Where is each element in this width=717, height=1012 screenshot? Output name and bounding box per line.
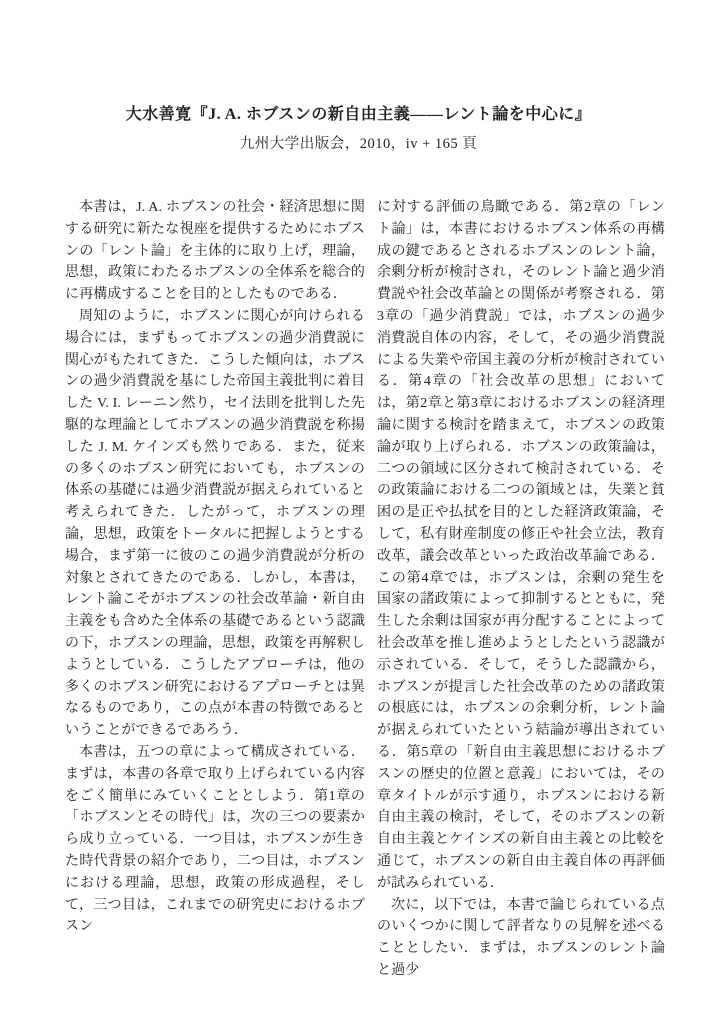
paragraph: 次に，以下では，本書で論じられている点のいくつかに関して評者なりの見解を述べることとしたい．まずは，ホブスンのレント論と過少 — [377, 897, 665, 978]
left-column — [65, 197, 365, 982]
paragraph: 本書は，五つの章によって構成されている．まずは，本書の各章で取り上げられている内容をごく簡単にみていくこととしよう．第1章の「ホブスンとその時代」は，次の三つの要素から成り立っている．一つ目は，ホブスンが生きた時代背景の紹介であり，二つ目は，ホブスンにおける理論，思想，政策の形成過程，そして，三つ目は，これまでの研究史におけるホブスン — [65, 744, 365, 935]
paragraph: 本書は，J. A. ホブスンの社会・経済思想に関する研究に新たな視座を提供するためにホブスンの「レント論」を主体的に取り上げ，理論，思想，政策にわたるホブスンの全体系を総合的に再構成することを目的としたものである． — [65, 200, 365, 303]
publication-info: 九州大学出版会，2010，iv + 165 頁 — [239, 136, 478, 152]
book-title: 大水善寛『J. A. ホブスンの新自由主義——レント論を中心に』 — [125, 106, 592, 123]
review-body — [65, 197, 665, 982]
right-column — [377, 197, 665, 982]
paragraph: に対する評価の鳥瞰である．第2章の「レント論」は，本書におけるホブスン体系の再構成の鍵であるとされるホブスンのレント論，余剰分析が検討され，そのレント論と過少消費説や社会改革論との関係が考察される．第3章の「過少消費説」では，ホブスンの過少消費説自体の内容，そして，その過少消費説による失業や帝国主義の分析が検討されている．第4章の「社会改革の思想」においては，第2章と第3章におけるホブスンの経済理論に関する検討を踏まえて，ホブスンの政策論が取り上げられる．ホブスンの政策論は，二つの領域に区分されて検討されている．その政策論における二つの領域とは，失業と貧困の是正や払拭を目的とした経済政策論，そして，私有財産制度の修正や社会立法，教育改革，議会改革といった政治改革論である．この第4章では，ホブスンは，余剰の発生を国家の諸政策によって抑制するとともに，発生した余剰は国家が再分配することによって社会改革を推し進めようとしたという認識が示されている．そして，そうした認識から，ホブスンが提言した社会改革のための諸政策の根底には，ホブスンの余剰分析，レント論が据えられていたという結論が導出されている．第5章の「新自由主義思想におけるホブスンの歴史的位置と意義」においては，その章タイトルが示す通り，ホブスンにおける新自由主義の検討，そして，そのホブスンの新自由主義とケインズの新自由主義との比較を通じて，ホブスンの新自由主義自体の再評価が試みられている． — [377, 200, 665, 891]
paragraph: 周知のように，ホブスンに関心が向けられる場合には，まずもってホブスンの過少消費説に関心がもたれてきた．こうした傾向は，ホブスンの過少消費説を基にした帝国主義批判に着目した V. I. レーニン然り，セイ法則を批判した先駆的な理論としてホブスンの過少消費説を称揚した J. M. ケインズも然りである．また，従来の多くのホブスン研究においても，ホブスンの体系の基礎には過少消費説が据えられていると考えられてきた．したがって，ホブスンの理論，思想，政策をトータルに把握しようとする場合，まず第一に彼のこの過少消費説が分析の対象とされてきたのである．しかし，本書は，レント論こそがホブスンの社会改革論・新自由主義をも含めた全体系の基礎であるという認識の下，ホブスンの理論，思想，政策を再解釈しようとしている．こうしたアプローチは，他の多くのホブスン研究におけるアプローチとは異なるものであり，この点が本書の特徴であるということができるであろう． — [65, 308, 365, 739]
